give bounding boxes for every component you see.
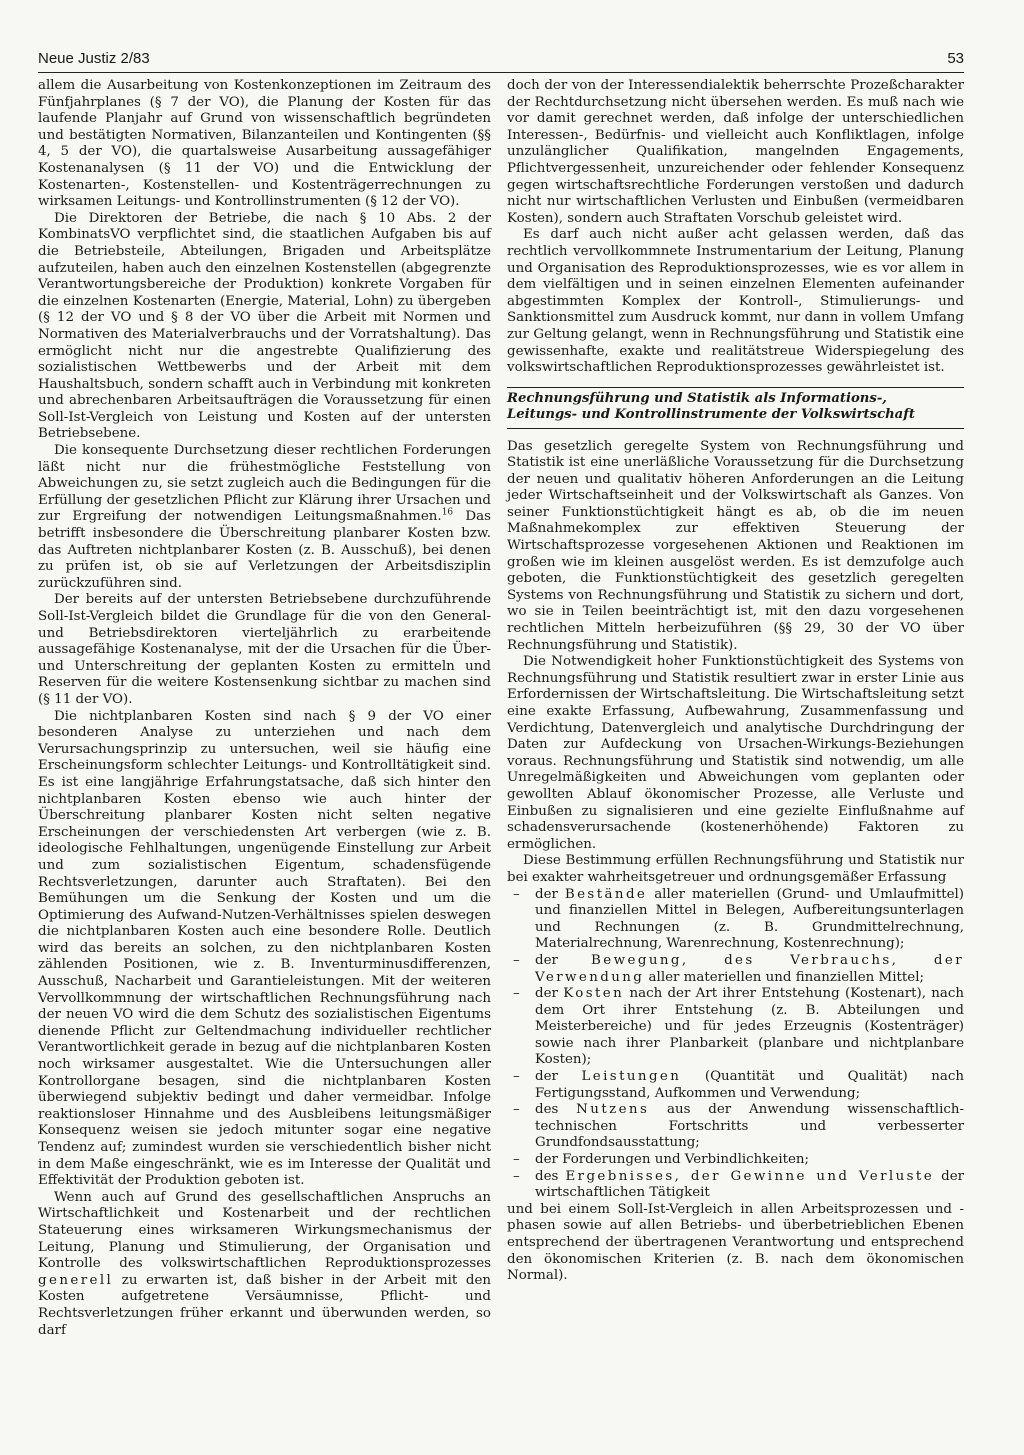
left-column [38,78,491,1339]
list-item [507,1069,964,1102]
paragraph: Die Direktoren der Betriebe, die nach § 10 Abs. 2 der KombinatsVO verpflichtet sind, die staatlichen Aufgaben bis auf die Betriebsteile, Abteilungen, Brigaden und Arbeitsplätze aufzuteilen, haben auch den einzelnen Kostenstellen (abgegrenzte Verantwortungsbereiche der Produktion) konkrete Vorgaben für die einzelnen Kostenarten (Energie, Material, Lohn) zu übergeben (§ 12 der VO und § 8 der VO über die Arbeit mit Normen und Normativen des Materialverbrauchs und der Vorratshaltung). Das ermöglicht nicht nur die angestrebte Qualifizierung des sozialistischen Wettbewerbs und der Arbeit mit dem Haushaltsbuch, sondern schafft auch in Verbindung mit konkreten und abrechenbaren Arbeitsaufträgen die Voraussetzung für einen Soll-Ist-Vergleich von Leistung und Kosten auf der untersten Betriebsebene. [38,210,491,442]
emphasis-spaced: generell [38,1272,114,1288]
list-item [507,953,964,986]
paragraph: doch der von der Interessendialektik beherrschte Prozeßcharakter der Rechtdurchsetzung nicht übersehen werden. Es muß nach wie vor damit gerechnet werden, daß infolge der unterschiedlichen Interessen-, Bedürfnis- und vielleicht auch Konfliktlagen, infolge unzulänglicher Qualifikation, mangelnden Engagements, Pflichtvergessenheit, unzureichender oder fehlender Konsequenz gegen wirtschaftsrechtliche Forderungen verstoßen und dadurch nicht nur wirtschaftlichen Verlusten und Einbußen (vermeidbaren Kosten), sondern auch Straftaten Vorschub geleistet wird. [507,78,964,226]
list-item-text: aller materiellen (Grund- und Umlaufmittel) und finanziellen Mittel in Belegen, Aufbereitungsunterlagen und Rechnungen (z. B. Grundmittelrechnung, Materialrechnung, Warenrechnung, Kostenrechnung); [535,886,965,952]
paragraph: Es darf auch nicht außer acht gelassen werden, daß das rechtlich vervollkommnete Instrumentarium der Leitung, Planung und Organisation des Reproduktionsprozesses, wie es vor allem in dem vielfältigen und in seinen einzelnen Elementen aufeinander abgestimmten Komplex der Kontroll-, Stimulierungs- und Sanktionsmittel zum Ausdruck kommt, nur dann in vollem Umfang zur Geltung gelangt, wenn in Rechnungsführung und Statistik eine gewissenhafte, exakte und realitätstreue Widerspiegelung des volkswirtschaftlichen Reproduktionsprozesses gewährleistet ist. [507,227,964,376]
list-item-text: der [535,952,592,968]
paragraph [38,443,491,592]
list-item-text: aller materiellen und finanziellen Mittel; [644,969,924,985]
list-item-text: der [535,886,565,902]
list-item-emphasis: Bestände [564,886,648,902]
list-item-text: der wirtschaftlichen Tätigkeit [535,1168,965,1201]
paragraph-text: Das betrifft insbesondere die Überschreitung planbarer Kosten bzw. das Auftreten nichtplanbarer Kosten (z. B. Ausschuß), bei denen zu prüfen ist, ob sie auf Verletzungen der Arbeitsdisziplin zurückzuführen sind. [38,509,491,591]
paragraph: Das gesetzlich geregelte System von Rechnungsführung und Statistik ist eine unerläßliche Voraussetzung für die Durchsetzung der neuen und qualitativ höheren Anforderungen an die Leitung jeder Wirtschaftseinheit und der Volkswirtschaft als Ganzes. Von seiner Funktionstüchtigkeit hängt es ab, ob die im neuen Maßnahmekomplex zur effektiven Steuerung der Wirtschaftsprozesse vorgesehenen Aktionen und Reaktionen im großen wie im kleinen ausgelöst werden. Es ist demzufolge auch geboten, die Funktionstüchtigkeit des gesetzlich geregelten Systems von Rechnungsführung und Statistik zu sichern und dort, wo sie in Teilen beeinträchtigt ist, mit den dazu vorgesehenen rechtlichen Mitteln herbeizuführen (§§ 29, 30 der VO über Rechnungsführung und Statistik). [507,438,964,653]
list-item-text: aus der Anwendung wissenschaftlich-technischen Fortschritts und verbesserter Grundfondsausstattung; [535,1102,965,1151]
list-item-emphasis: Leistungen [581,1069,682,1085]
header-rule [38,72,964,73]
paragraph-text: zu erwarten ist, daß bisher in der Arbeit mit den Kosten aufgetretene Versäumnisse, Pflicht- und Rechtsverletzungen früher erkannt und überwunden werden, so darf [38,1272,491,1338]
list-item [507,887,964,953]
list-item-emphasis: Ergebnisses, der Gewinne und Verluste [565,1168,935,1184]
paragraph [38,1190,491,1339]
list-item-text: der Forderungen und Verbindlichkeiten; [535,1152,810,1168]
list-item-text: (Quantität und Qualität) nach Fertigungsstand, Aufkommen und Verwendung; [535,1069,965,1101]
paragraph: Die nichtplanbaren Kosten sind nach § 9 der VO einer besonderen Analyse zu unterziehen und nach dem Verursachungsprinzip zu untersuchen, weil sie häufig eine Erscheinungsform schlechter Leitungs- und Kontrolltätigkeit sind. Es ist eine langjährige Erfahrungstatsache, daß sich hinter den nichtplanbaren Kosten ebenso wie auch hinter der Überschreitung planbarer Kosten nicht selten negative Erscheinungen der verschiedensten Art verbergen (wie z. B. ideologische Fehlhaltungen, ungenügende Einstellung zur Arbeit und zum sozialistischen Eigentum, schadensfügende Rechtsverletzungen, darunter auch Straftaten). Bei den Bemühungen um die Senkung der Kosten und um die Optimierung des Aufwand-Nutzen-Verhältnisses spielen deswegen die nichtplanbaren Kosten auch eine besondere Rolle. Deutlich wird das bereits an solchen, zu den nichtplanbaren Kosten zählenden Positionen, wie z. B. Inventurminusdifferenzen, Ausschuß, Nacharbeit und Garantieleistungen. Mit der weiteren Vervollkommnung der wirtschaftlichen Rechnungsführung nach der neuen VO wird die dem Schutz des sozialistischen Eigentums dienende Pflicht zur Geltendmachung individueller rechtlicher Verantwortlichkeit gerade in bezug auf die nichtplanbaren Kosten noch wirksamer ausgestaltet. Wie die Untersuchungen aller Kontrollorgane besagen, sind die nichtplanbaren Kosten überwiegend subjektiv bedingt und daher vermeidbar. Infolge reaktionsloser Hinnahme und des Ausbleibens leitungsmäßiger Konsequenz weisen sie jedoch mitunter sogar eine negative Tendenz auf; zumindest wurden sie verschiedentlich bisher nicht in dem Maße eingeschränkt, wie es im Interesse der Qualität und Effektivität der Produktion geboten ist. [38,708,491,1189]
list-item-text: des [535,1168,566,1184]
list-item-text: nach der Art ihrer Entstehung (Kostenart), nach dem Ort ihrer Entstehung (z. B. Abteilungen und Meisterbereiche) und für jedes Erzeugnis (Kostenträger) sowie nach ihrer Planbarkeit (planbare und nichtplanbare Kosten); [535,986,964,1068]
running-header [38,50,964,72]
paragraph-text: Wenn auch auf Grund des gesellschaftlichen Anspruchs an Wirtschaftlichkeit und Kostenarbeit und der rechtlichen Stateuerung eines wirksameren Wirkungsmechanismus der Leitung, Planung und Stimulierung, der Organisation und Kontrolle des volkswirtschaftlichen Reproduktionsprozesses [38,1189,491,1272]
paragraph: und bei einem Soll-Ist-Vergleich in allen Arbeitsprozessen und -phasen sowie auf allen Betriebs- und überbetrieblichen Ebenen entsprechend der übertragenen Verantwortung und entsprechend den ökonomischen Kriterien (z. B. nach dem ökonomischen Normal). [507,1201,964,1284]
journal-title: Neue Justiz 2/83 [38,50,150,67]
list-item [507,1102,964,1152]
page-number: 53 [947,50,964,67]
list-item-emphasis: Nutzens [576,1102,650,1118]
list-item [507,1152,964,1169]
list-item-text: der [535,1069,582,1085]
section-heading [507,387,964,429]
paragraph: Diese Bestimmung erfüllen Rechnungsführung und Statistik nur bei exakter wahrheitsgetreuer und ordnungsgemäßer Erfassung [507,853,964,885]
list-item [507,1169,964,1202]
section-heading-line: Leitungs- und Kontrollinstrumente der Volkswirtschaft [507,407,915,423]
footnote-ref: 16 [441,507,454,518]
right-column [507,78,964,1285]
paragraph: allem die Ausarbeitung von Kostenkonzeptionen im Zeitraum des Fünfjahrplanes (§ 7 der VO), die Planung der Kosten für das laufende Planjahr auf Grund von wissenschaftlich begründeten und bestätigten Normativen, Bilanzanteilen und Kontingenten (§§ 4, 5 der VO), die quartalsweise Ausarbeitung aussagefähiger Kostenanalysen (§ 11 der VO) und die Entwicklung der Kostenarten-, Kostenstellen- und Kostenträgerrechnungen zu wirksamen Leitungs- und Kontrollinstrumenten (§ 12 der VO). [38,78,491,210]
list-item-text: des [535,1102,577,1118]
dash-list [507,887,964,1202]
list-item-emphasis: Bewegung, des Verbrauchs, der Verwendung [535,952,965,985]
paragraph-text: Die konsequente Durchsetzung dieser rechtlichen Forderungen läßt nicht nur die frühestmögliche Feststellung von Abweichungen zu, sie setzt zugleich auch die Bedingungen für die Erfüllung der gesetzlichen Pflicht zur Klärung ihrer Ursachen und zur Ergreifung der notwendigen Leitungsmaßnahmen. [38,443,491,525]
list-item [507,986,964,1069]
paragraph: Die Notwendigkeit hoher Funktionstüchtigkeit des Systems von Rechnungsführung und Statistik resultiert zwar in erster Linie aus Erfordernissen der Wirtschaftsleitung. Die Wirtschaftsleitung setzt eine exakte Erfassung, Aufbewahrung, Zusammenfassung und Verdichtung, Datenvergleich und analytische Durchdringung der Daten zur Aufdeckung von Ursachen-Wirkungs-Beziehungen voraus. Rechnungsführung und Statistik sind notwendig, um alle Unregelmäßigkeiten und Abweichungen vom geplanten oder gewollten Ablauf ökonomischer Prozesse, alle Verluste und Einbußen zu signalisieren und eine gezielte Einflußnahme auf schadensverursachende (kostenerhöhende) Faktoren zu ermöglichen. [507,654,964,852]
paragraph: Der bereits auf der untersten Betriebsebene durchzuführende Soll-Ist-Vergleich bildet die Grundlage für die von den General- und Betriebsdirektoren vierteljährlich zu erarbeitende aussagefähige Kostenanalyse, mit der die Ursachen für die Über- und Unterschreitung der geplanten Kosten zu ermitteln und Reserven für die weitere Kostensenkung sichtbar zu machen sind (§ 11 der VO). [38,592,491,707]
list-item-text: der [535,986,564,1002]
section-heading-line: Rechnungsführung und Statistik als Informations-, [507,390,887,406]
list-item-emphasis: Kosten [563,986,625,1002]
